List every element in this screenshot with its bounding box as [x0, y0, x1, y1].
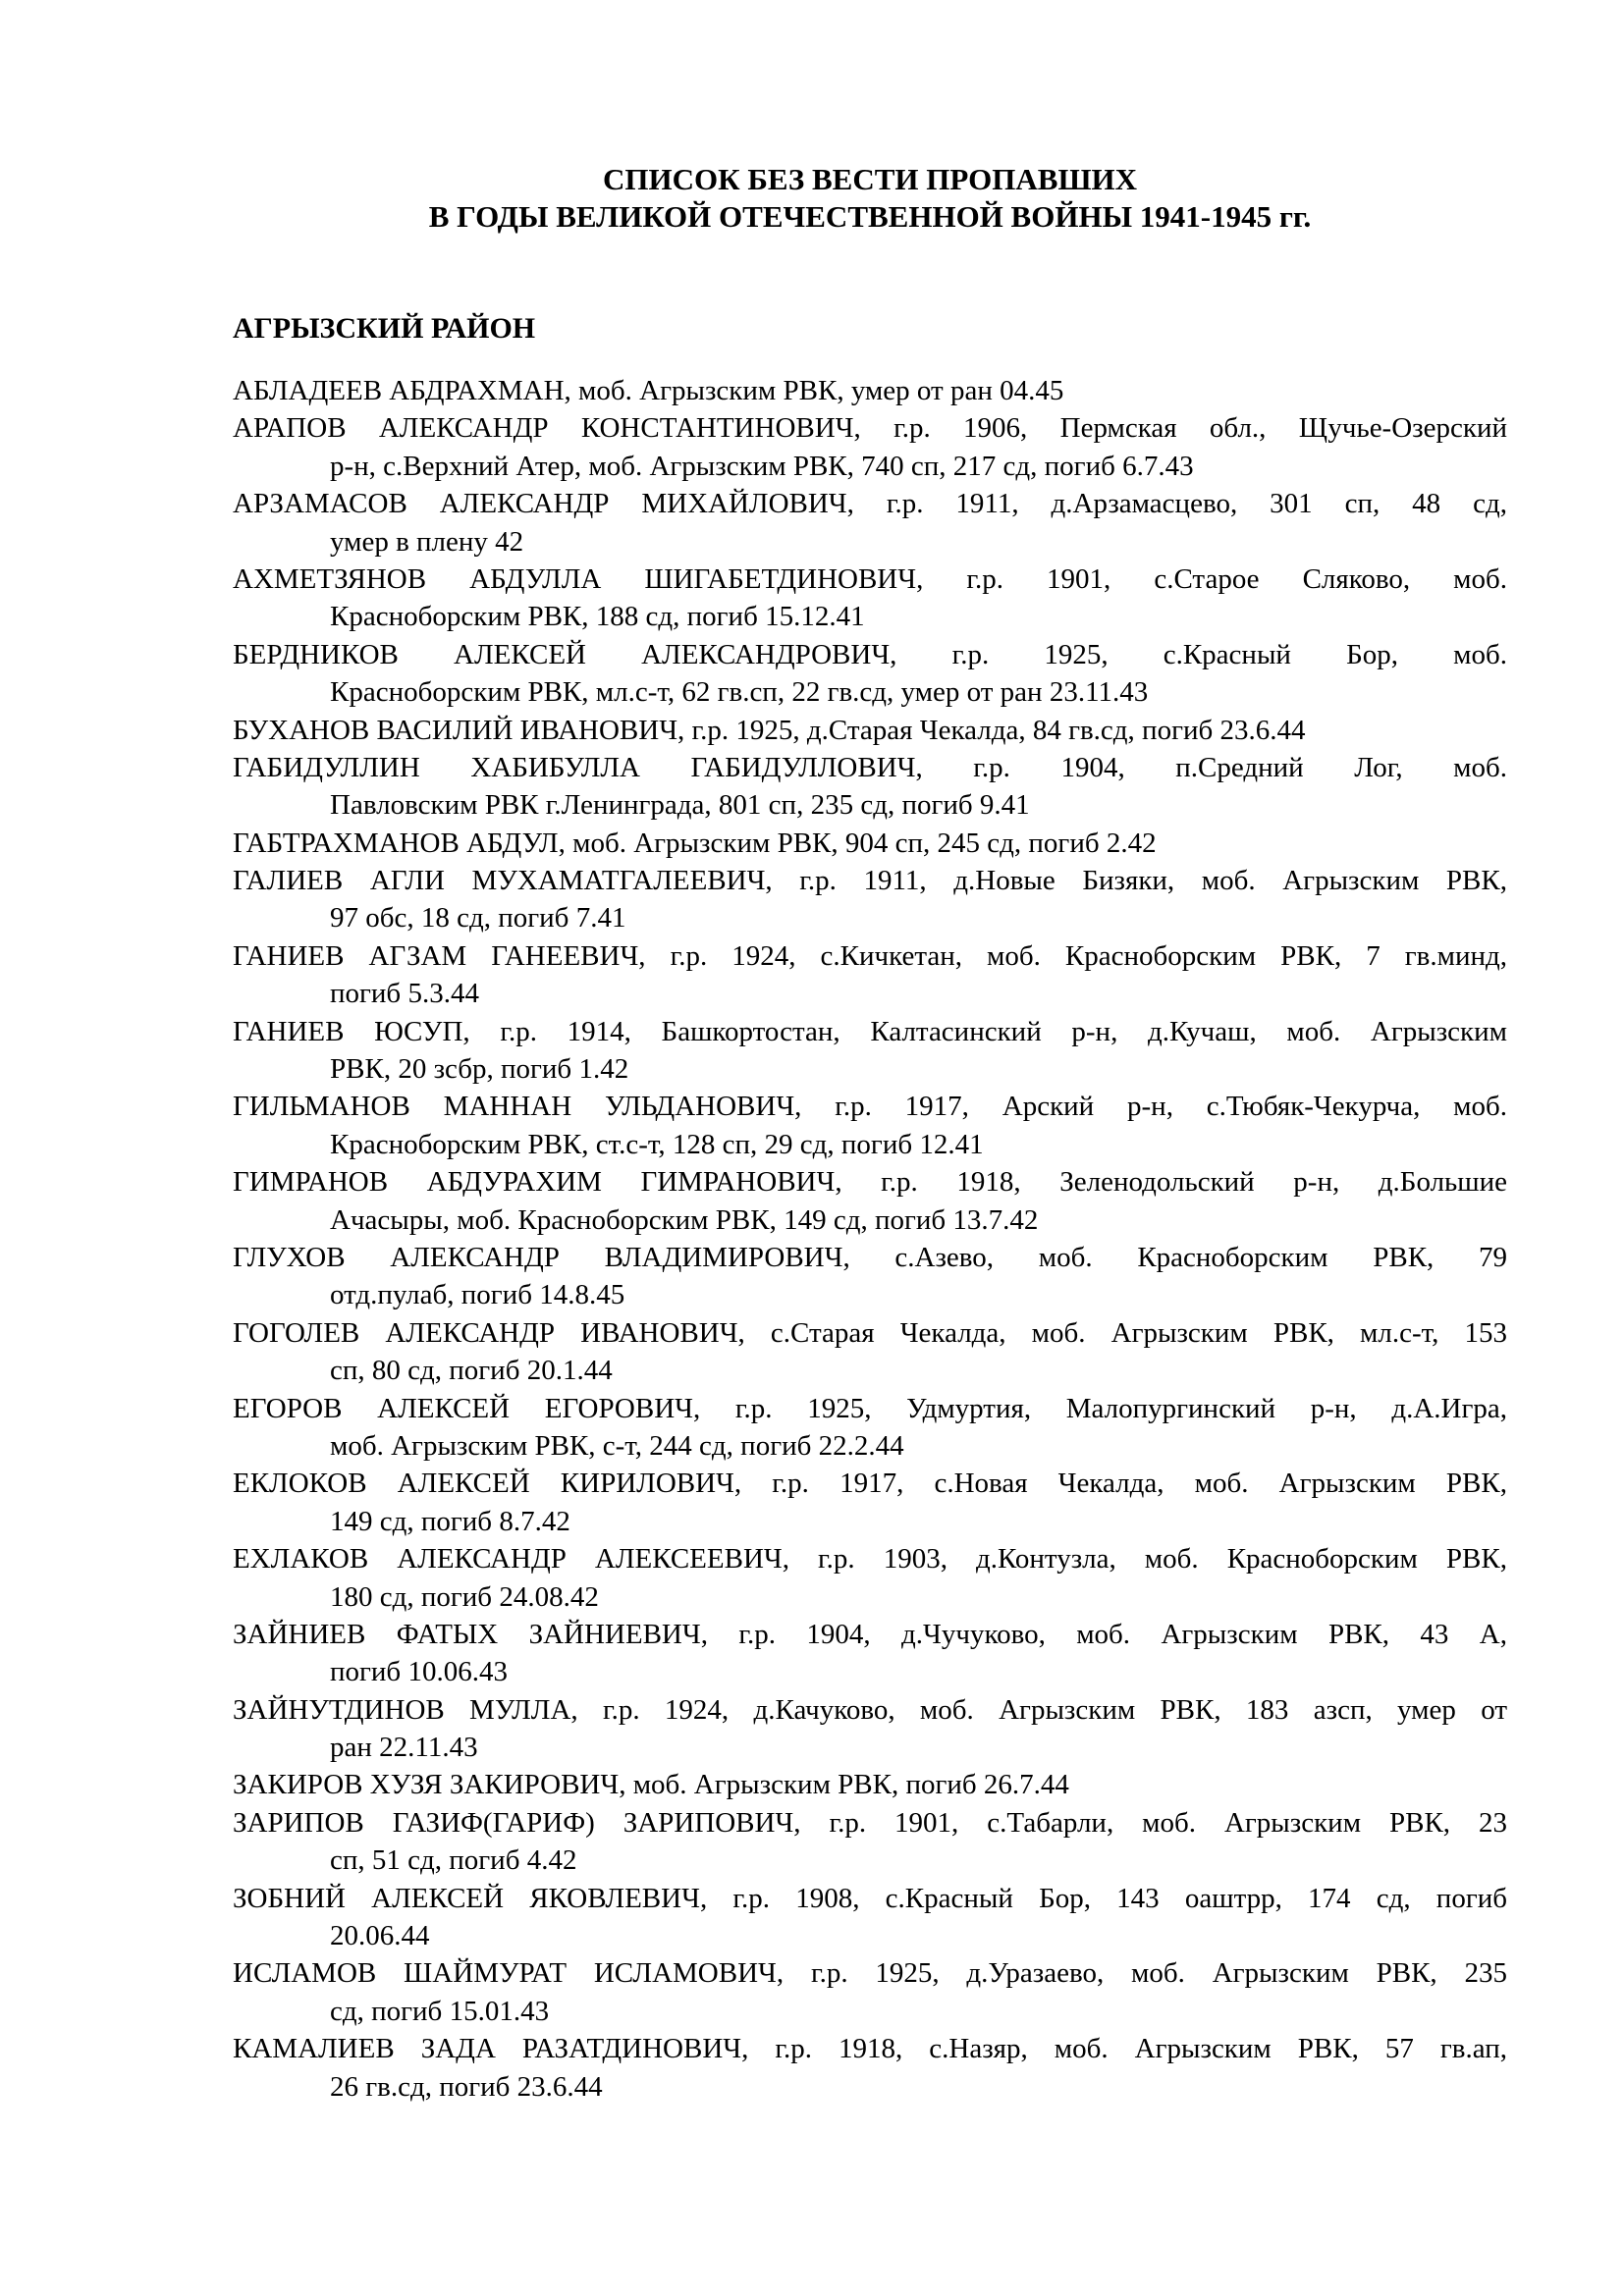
list-item — [233, 1880, 1507, 1955]
list-item — [233, 825, 1507, 862]
entry-continuation-line: р-н, с.Верхний Атер, моб. Агрызским РВК, 740 сп, 217 сд, погиб 6.7.43 — [330, 450, 1194, 482]
entry-line: ЕХЛАКОВ АЛЕКСАНДР АЛЕКСЕЕВИЧ, г.р. 1903, д.Контузла, моб. Красноборским РВК, — [233, 1543, 1507, 1575]
entry-line: ГЛУХОВ АЛЕКСАНДР ВЛАДИМИРОВИЧ, с.Азево, моб. Красноборским РВК, 79 — [233, 1241, 1507, 1273]
list-item — [233, 1465, 1507, 1540]
list-item — [233, 1691, 1507, 1767]
list-item — [233, 862, 1507, 937]
entry-line: ГИЛЬМАНОВ МАННАН УЛЬДАНОВИЧ, г.р. 1917, Арский р-н, с.Тюбяк-Чекурча, моб. — [233, 1091, 1507, 1123]
list-item — [233, 1163, 1507, 1239]
district-heading: АГРЫЗСКИЙ РАЙОН — [233, 312, 536, 345]
missing-persons-list — [233, 372, 1507, 2106]
entry-continuation-line: Красноборским РВК, 188 сд, погиб 15.12.41 — [330, 601, 865, 633]
entry-line: БЕРДНИКОВ АЛЕКСЕЙ АЛЕКСАНДРОВИЧ, г.р. 1925, с.Красный Бор, моб. — [233, 638, 1507, 670]
list-item — [233, 1954, 1507, 2030]
entry-continuation-line: Павловским РВК г.Ленинграда, 801 сп, 235 сд, погиб 9.41 — [330, 789, 1030, 822]
list-item — [233, 937, 1507, 1013]
list-item — [233, 372, 1507, 409]
entry-line: КАМАЛИЕВ ЗАДА РАЗАТДИНОВИЧ, г.р. 1918, с.Назяр, моб. Агрызским РВК, 57 гв.ап, — [233, 2033, 1507, 2065]
list-item — [233, 1804, 1507, 1880]
entry-line: БУХАНОВ ВАСИЛИЙ ИВАНОВИЧ, г.р. 1925, д.Старая Чекалда, 84 гв.сд, погиб 23.6.44 — [233, 714, 1306, 746]
entry-line: ЗАКИРОВ ХУЗЯ ЗАКИРОВИЧ, моб. Агрызским РВК, погиб 26.7.44 — [233, 1769, 1069, 1801]
entry-continuation-line: умер в плену 42 — [330, 525, 524, 558]
list-item — [233, 1088, 1507, 1163]
entry-line: ГАНИЕВ ЮСУП, г.р. 1914, Башкортостан, Калтасинский р-н, д.Кучаш, моб. Агрызским — [233, 1015, 1507, 1047]
entry-continuation-line: моб. Агрызским РВК, с-т, 244 сд, погиб 22.2.44 — [330, 1429, 904, 1462]
list-item — [233, 749, 1507, 825]
entry-line: ЗОБНИЙ АЛЕКСЕЙ ЯКОВЛЕВИЧ, г.р. 1908, с.Красный Бор, 143 оаштрр, 174 сд, погиб — [233, 1882, 1507, 1914]
entry-line: АБЛАДЕЕВ АБДРАХМАН, моб. Агрызским РВК, умер от ран 04.45 — [233, 375, 1064, 406]
entry-continuation-line: ран 22.11.43 — [330, 1732, 478, 1764]
entry-continuation-line: погиб 5.3.44 — [330, 978, 479, 1010]
entry-line: АХМЕТЗЯНОВ АБДУЛЛА ШИГАБЕТДИНОВИЧ, г.р. 1901, с.Старое Сляково, моб. — [233, 562, 1507, 595]
list-item — [233, 1616, 1507, 1691]
entry-continuation-line: 180 сд, погиб 24.08.42 — [330, 1580, 599, 1613]
entry-line: ЕКЛОКОВ АЛЕКСЕЙ КИРИЛОВИЧ, г.р. 1917, с.Новая Чекалда, моб. Агрызским РВК, — [233, 1468, 1507, 1500]
list-item — [233, 2030, 1507, 2106]
list-item — [233, 1540, 1507, 1616]
list-item — [233, 409, 1507, 485]
entry-continuation-line: отд.пулаб, погиб 14.8.45 — [330, 1279, 625, 1311]
entry-line: ГАЛИЕВ АГЛИ МУХАМАТГАЛЕЕВИЧ, г.р. 1911, д.Новые Бизяки, моб. Агрызским РВК, — [233, 865, 1507, 897]
list-item — [233, 561, 1507, 636]
entry-continuation-line: сд, погиб 15.01.43 — [330, 1995, 550, 2027]
entry-line: ЗАЙНУТДИНОВ МУЛЛА, г.р. 1924, д.Качуково, моб. Агрызским РВК, 183 азсп, умер от — [233, 1693, 1507, 1726]
entry-line: ЗАЙНИЕВ ФАТЫХ ЗАЙНИЕВИЧ, г.р. 1904, д.Чучуково, моб. Агрызским РВК, 43 А, — [233, 1618, 1507, 1650]
list-item — [233, 485, 1507, 561]
entry-line: ГАНИЕВ АГЗАМ ГАНЕЕВИЧ, г.р. 1924, с.Кичкетан, моб. Красноборским РВК, 7 гв.минд, — [233, 939, 1507, 972]
entry-continuation-line: сп, 80 сд, погиб 20.1.44 — [330, 1355, 613, 1387]
entry-continuation-line: погиб 10.06.43 — [330, 1656, 508, 1688]
entry-continuation-line: РВК, 20 зсбр, погиб 1.42 — [330, 1053, 629, 1086]
list-item — [233, 1239, 1507, 1314]
list-item — [233, 636, 1507, 712]
page-title-line-2: В ГОДЫ ВЕЛИКОЙ ОТЕЧЕСТВЕННОЙ ВОЙНЫ 1941-1945 гг. — [428, 199, 1312, 234]
list-item — [233, 1013, 1507, 1089]
entry-continuation-line: 149 сд, погиб 8.7.42 — [330, 1505, 570, 1537]
entry-continuation-line: Красноборским РВК, мл.с-т, 62 гв.сп, 22 гв.сд, умер от ран 23.11.43 — [330, 676, 1149, 709]
entry-line: ГАБТРАХМАНОВ АБДУЛ, моб. Агрызским РВК, 904 сп, 245 сд, погиб 2.42 — [233, 827, 1157, 859]
list-item — [233, 1314, 1507, 1390]
entry-continuation-line: 20.06.44 — [330, 1920, 430, 1952]
entry-continuation-line: сп, 51 сд, погиб 4.42 — [330, 1844, 577, 1877]
entry-continuation-line: Красноборским РВК, ст.с-т, 128 сп, 29 сд, погиб 12.41 — [330, 1128, 984, 1160]
entry-line: ГОГОЛЕВ АЛЕКСАНДР ИВАНОВИЧ, с.Старая Чекалда, моб. Агрызским РВК, мл.с-т, 153 — [233, 1316, 1507, 1349]
entry-line: ИСЛАМОВ ШАЙМУРАТ ИСЛАМОВИЧ, г.р. 1925, д.Уразаево, моб. Агрызским РВК, 235 — [233, 1957, 1507, 1990]
list-item — [233, 1390, 1507, 1466]
entry-continuation-line: 97 обс, 18 сд, погиб 7.41 — [330, 902, 626, 934]
entry-line: ЕГОРОВ АЛЕКСЕЙ ЕГОРОВИЧ, г.р. 1925, Удмуртия, Малопургинский р-н, д.А.Игра, — [233, 1392, 1507, 1424]
entry-continuation-line: Ачасыры, моб. Красноборским РВК, 149 сд, погиб 13.7.42 — [330, 1203, 1039, 1236]
list-item — [233, 1766, 1507, 1803]
entry-line: ГАБИДУЛЛИН ХАБИБУЛЛА ГАБИДУЛЛОВИЧ, г.р. 1904, п.Средний Лог, моб. — [233, 751, 1507, 783]
entry-line: ГИМРАНОВ АБДУРАХИМ ГИМРАНОВИЧ, г.р. 1918, Зеленодольский р-н, д.Большие — [233, 1166, 1507, 1199]
entry-line: ЗАРИПОВ ГАЗИФ(ГАРИФ) ЗАРИПОВИЧ, г.р. 1901, с.Табарли, моб. Агрызским РВК, 23 — [233, 1806, 1507, 1839]
entry-line: АРЗАМАСОВ АЛЕКСАНДР МИХАЙЛОВИЧ, г.р. 1911, д.Арзамасцево, 301 сп, 48 сд, — [233, 488, 1507, 520]
list-item — [233, 712, 1507, 749]
entry-continuation-line: 26 гв.сд, погиб 23.6.44 — [330, 2070, 603, 2103]
page-title-line-1: СПИСОК БЕЗ ВЕСТИ ПРОПАВШИХ — [603, 162, 1137, 196]
entry-line: АРАПОВ АЛЕКСАНДР КОНСТАНТИНОВИЧ, г.р. 1906, Пермская обл., Щучье-Озерский — [233, 412, 1507, 445]
